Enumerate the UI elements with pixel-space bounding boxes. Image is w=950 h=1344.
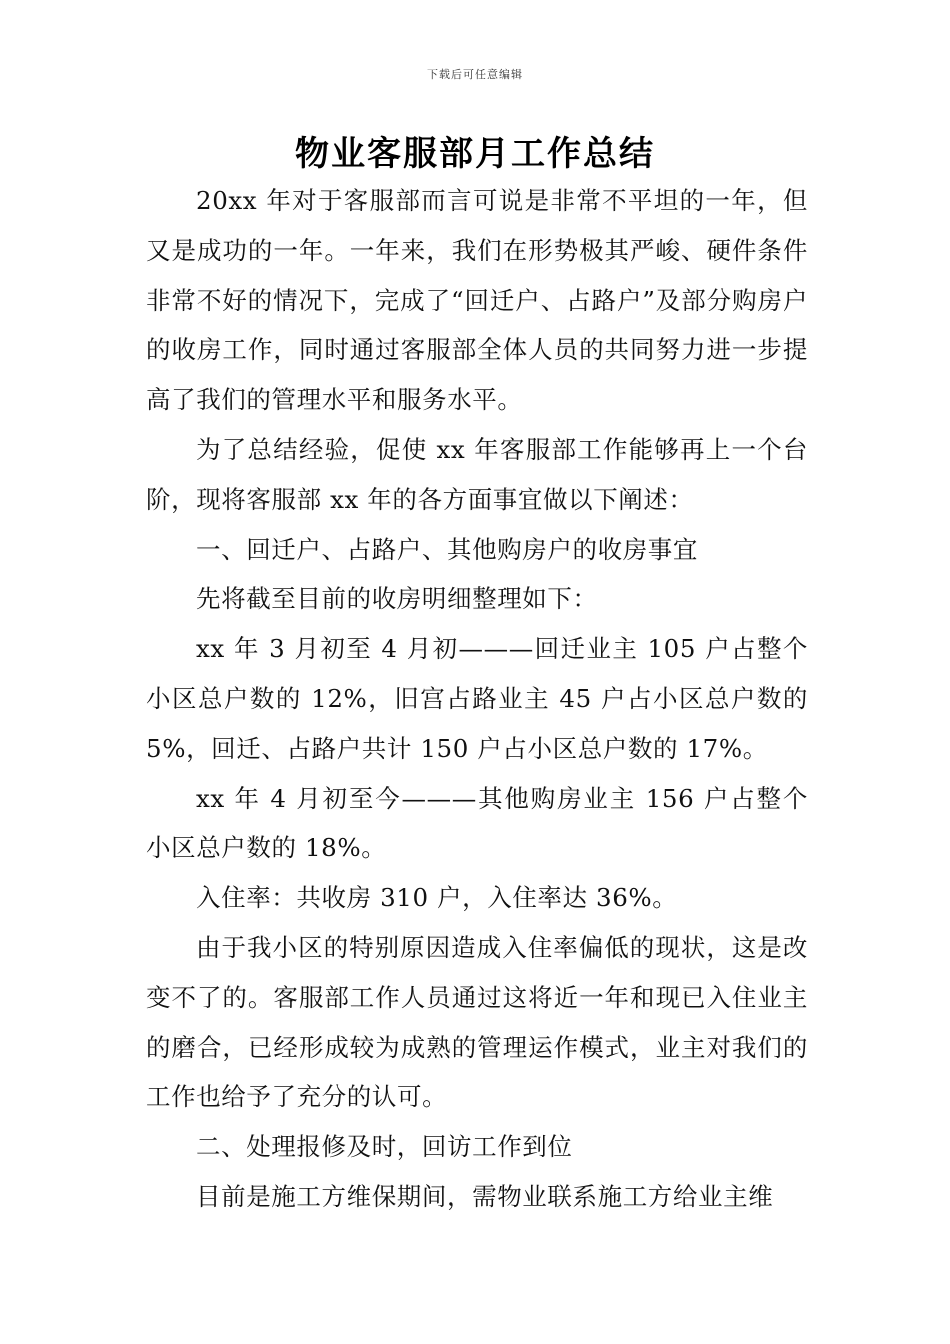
paragraph-summary-lead: 先将截至目前的收房明细整理如下： — [196, 584, 598, 614]
paragraph-analysis: 由于我小区的特别原因造成入住率偏低的现状，这是改变不了的。客服部工作人员通过这将近一年和现已入住业主的磨合，已经形成较为成熟的管理运作模式，业主对我们的工作也给予了充分的认可。 — [146, 932, 808, 1112]
paragraph-maintenance: 目前是施工方维保期间，需物业联系施工方给业主维 — [196, 1181, 774, 1211]
paragraph-occupancy: 入住率：共收房 310 户，入住率达 36%。 — [196, 883, 678, 913]
header-note: 下载后可任意编辑 — [427, 68, 523, 81]
paragraph-intro: 20xx 年对于客服部而言可说是非常不平坦的一年，但又是成功的一年。一年来，我们在形势极其严峻、硬件条件非常不好的情况下，完成了“回迁户、占路户”及部分购房户的收房工作，同时通过客服部全体人员的共同努力进一步提高了我们的管理水平和服务水平。 — [146, 186, 808, 415]
section-heading-2: 二、处理报修及时，回访工作到位 — [196, 1132, 573, 1162]
paragraph-stats-2: xx 年 4 月初至今———其他购房业主 156 户占整个小区总户数的 18%。 — [146, 783, 808, 863]
document-body — [146, 176, 808, 1222]
section-heading-1: 一、回迁户、占路户、其他购房户的收房事宜 — [196, 534, 698, 564]
paragraph-purpose: 为了总结经验，促使 xx 年客服部工作能够再上一个台阶，现将客服部 xx 年的各方面事宜做以下阐述： — [146, 434, 808, 514]
paragraph-stats-1: xx 年 3 月初至 4 月初———回迁业主 105 户占整个小区总户数的 12%，旧宫占路业主 45 户占小区总户数的 5%，回迁、占路户共计 150 户占小区总户数的 17%。 — [146, 634, 808, 763]
document-title: 物业客服部月工作总结 — [295, 134, 655, 174]
